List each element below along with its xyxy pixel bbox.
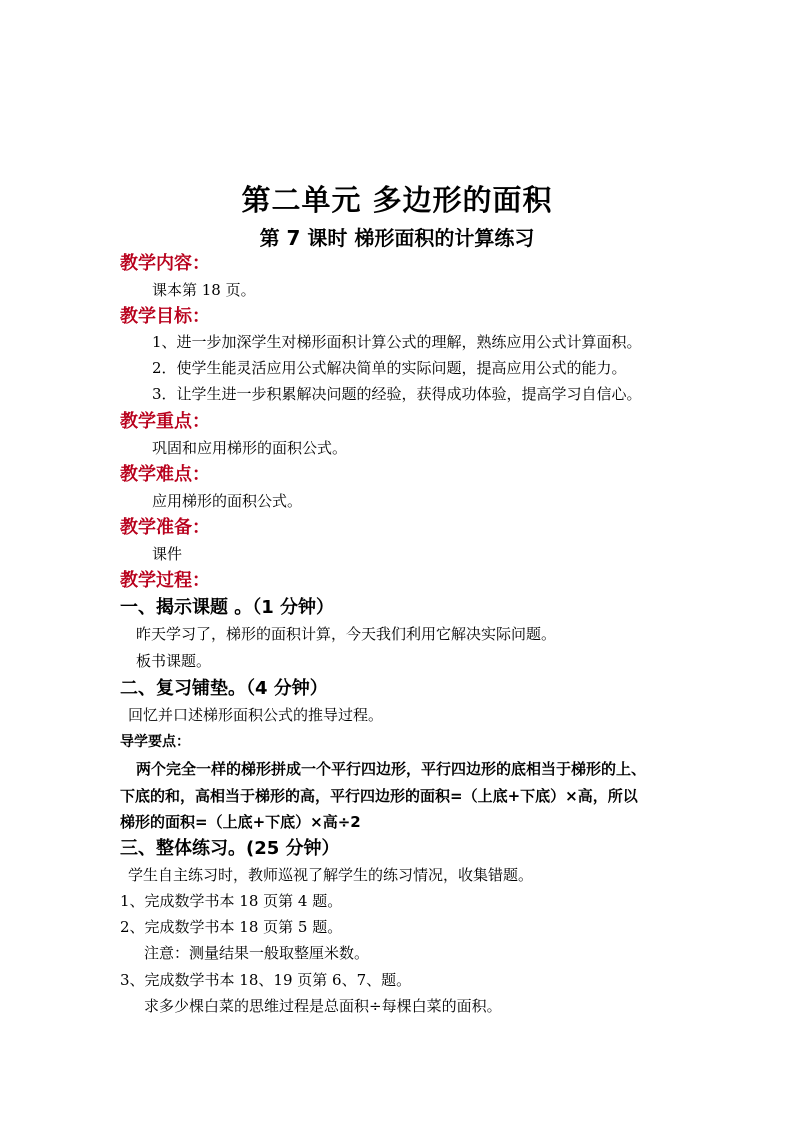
section-line: 学生自主练习时，教师巡视了解学生的练习情况，收集错题。 <box>128 866 534 884</box>
page-subtitle: 第 7 课时 梯形面积的计算练习 <box>259 226 535 250</box>
content-label: 教学内容： <box>120 253 210 274</box>
preparation-text: 课件 <box>152 545 183 563</box>
section-line: 昨天学习了，梯形的面积计算，今天我们利用它解决实际问题。 <box>136 625 557 643</box>
objectives-label: 教学目标： <box>120 306 210 327</box>
key-points-text: 巩固和应用梯形的面积公式。 <box>152 439 348 457</box>
guide-label: 导学要点： <box>120 734 190 750</box>
preparation-label: 教学准备： <box>120 517 210 538</box>
objective-item: 2．使学生能灵活应用公式解决简单的实际问题，提高应用公式的能力。 <box>152 359 627 377</box>
objective-item: 1、进一步加深学生对梯形面积计算公式的理解，熟练应用公式计算面积。 <box>152 333 642 351</box>
section-heading: 三、整体练习。(25 分钟） <box>120 838 340 859</box>
objective-item: 3．让学生进一步积累解决问题的经验，获得成功体验，提高学习自信心。 <box>152 385 642 403</box>
exercise-note: 注意：测量结果一般取整厘米数。 <box>144 944 370 962</box>
section-line: 板书课题。 <box>136 652 212 670</box>
guide-line: 下底的和，高相当于梯形的高，平行四边形的面积=（上底+下底）×高，所以 <box>120 787 638 805</box>
exercise-item: 2、完成数学书本 18 页第 5 题。 <box>120 918 343 936</box>
guide-line: 梯形的面积=（上底+下底）×高÷2 <box>120 813 361 831</box>
page-title: 第二单元 多边形的面积 <box>241 183 553 217</box>
difficulties-label: 教学难点： <box>120 464 210 485</box>
difficulties-text: 应用梯形的面积公式。 <box>152 492 303 510</box>
section-line: 回忆并口述梯形面积公式的推导过程。 <box>128 706 384 724</box>
exercise-note: 求多少棵白菜的思维过程是总面积÷每棵白菜的面积。 <box>144 997 502 1015</box>
content-text: 课本第 18 页。 <box>152 281 256 299</box>
section-heading: 一、揭示课题 。（1 分钟） <box>120 597 335 618</box>
section-heading: 二、复习铺垫。（4 分钟） <box>120 678 328 699</box>
key-points-label: 教学重点： <box>120 411 210 432</box>
guide-line: 两个完全一样的梯形拼成一个平行四边形，平行四边形的底相当于梯形的上、 <box>136 760 647 778</box>
exercise-item: 1、完成数学书本 18 页第 4 题。 <box>120 892 343 910</box>
process-label: 教学过程： <box>120 570 210 591</box>
exercise-item: 3、完成数学书本 18、19 页第 6、7、题。 <box>120 971 412 989</box>
